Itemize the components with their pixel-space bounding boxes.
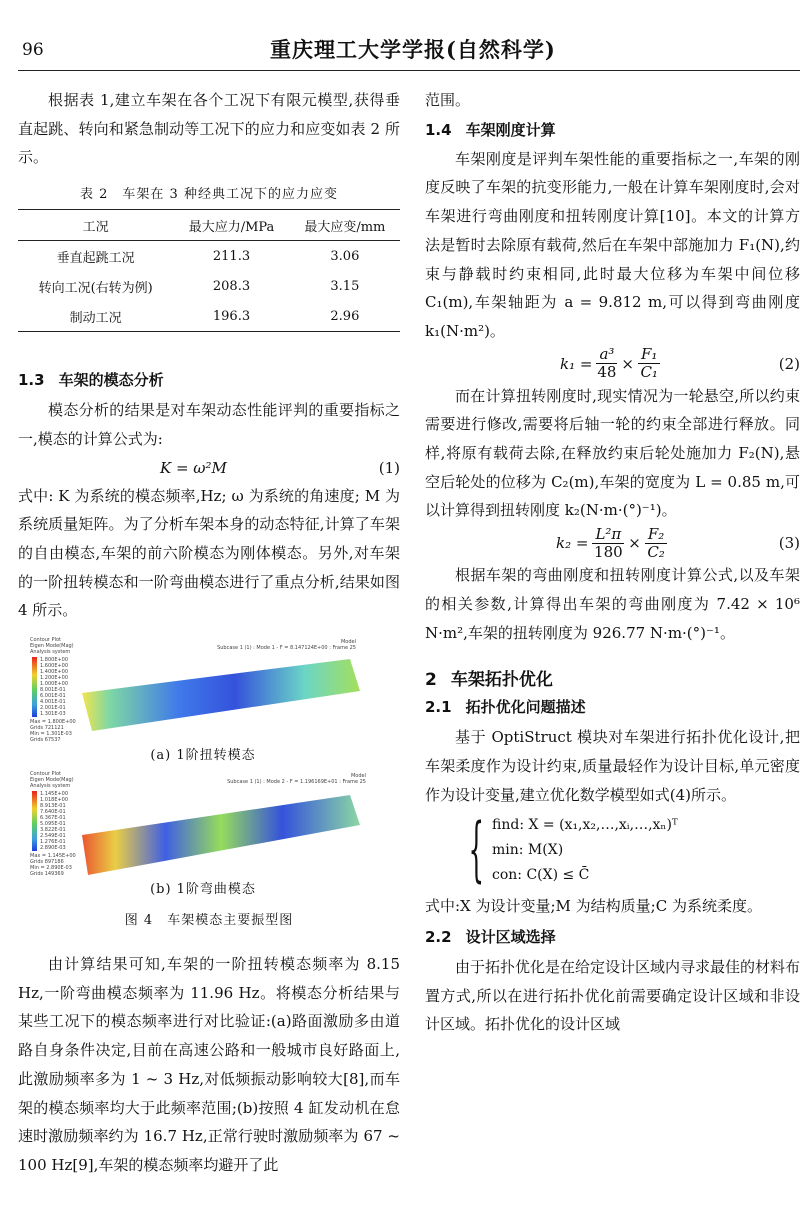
paragraph: 式中: K 为系统的模态频率,Hz; ω 为系统的角速度; M 为系统质量矩阵。为了分析车架本身的动态特征,计算了车架的自由模态,车架的前六阶模态为刚体模态。另外,对车架的一阶扭转模态和一阶弯曲模态进行了重点分析,结果如图 4 所示。	[18, 486, 400, 620]
paragraph: 由于拓扑优化是在给定设计区域内寻求最佳的材料布置方式,所以在进行拓扑优化前需要确定设计区域和非设计区域。拓扑优化的设计区域	[425, 958, 801, 1034]
stat: Grids 897186	[30, 859, 64, 866]
table-row	[18, 271, 400, 301]
fraction	[645, 526, 667, 561]
section-heading-2-2	[425, 927, 800, 947]
eq-line: find: X = (x₁,x₂,…,xᵢ,…,xₙ)ᵀ	[492, 817, 678, 834]
paragraph: 根据表 1,建立车架在各个工况下有限元模型,获得垂直起跳、转向和紧急制动等工况下的应力和应变如表 2 所示。	[18, 91, 400, 167]
table-cell: 3.06	[330, 248, 360, 264]
table-header: 最大应变/mm	[304, 219, 386, 235]
legend-line: Eigen Mode(Mag)	[30, 777, 74, 784]
stat: Min = 2.890E-03	[30, 865, 72, 872]
denominator: C₂	[647, 542, 665, 561]
table-header: 工况	[82, 219, 109, 235]
legend-colorbar	[32, 791, 37, 851]
equation-1: K = ω²M	[160, 458, 227, 477]
table-cell: 3.15	[330, 278, 360, 294]
legend-value: 1.145E+00	[40, 791, 69, 798]
equation-1-row	[18, 454, 400, 482]
equation-3-row	[425, 525, 800, 561]
section-heading-1-4	[425, 120, 800, 140]
subfigure-caption-a: (a) 1阶扭转模态	[150, 748, 256, 764]
times-sign: ×	[621, 354, 634, 373]
legend-value: 2.549E-01	[40, 833, 66, 840]
section-title: 车架拓扑优化	[450, 670, 553, 691]
legend-value: 3.822E-01	[40, 827, 66, 834]
brace: {	[468, 808, 485, 891]
legend-value: 1.600E+00	[40, 663, 69, 670]
frame-mode-a	[82, 659, 360, 731]
section-title: 车架刚度计算	[465, 120, 556, 139]
right-column	[425, 86, 800, 1039]
section-title: 拓扑优化问题描述	[465, 698, 586, 717]
section-title: 车架的模态分析	[58, 371, 164, 390]
figure-caption: 图 4 车架模态主要振型图	[124, 913, 294, 929]
eq-lhs: k₁ =	[560, 354, 593, 373]
section-heading-2	[425, 669, 800, 691]
paragraph: 式中:X 为设计变量;M 为结构质量;C 为系统柔度。	[425, 897, 762, 916]
paragraph: 根据车架的弯曲刚度和扭转刚度计算公式,以及车架的相关参数,计算得出车架的弯曲刚度为 7.42 × 10⁶ N·m²,车架的扭转刚度为 926.77 N·m·(°)⁻¹。	[425, 566, 800, 642]
numerator: a³	[596, 346, 617, 364]
model-label: Model	[340, 639, 356, 646]
numerator: F₁	[638, 346, 660, 364]
legend-value: 1.276E-01	[40, 839, 66, 846]
equation-number: (1)	[378, 458, 400, 477]
legend-value: 1.301E-03	[40, 711, 66, 718]
section-number: 1.3	[18, 371, 45, 390]
legend-value: 2.001E-01	[40, 705, 66, 712]
table-cell: 211.3	[212, 248, 251, 264]
legend-colorbar	[32, 657, 37, 717]
legend-stats	[30, 719, 76, 743]
legend-value: 1.200E+00	[40, 675, 69, 682]
numerator: L²π	[592, 526, 624, 544]
denominator: 180	[594, 542, 623, 561]
equation-2	[560, 346, 664, 381]
legend-value: 7.640E-01	[40, 809, 66, 816]
section-heading-1-3	[18, 370, 400, 390]
legend-value: 8.001E-01	[40, 687, 66, 694]
subcase-info	[227, 773, 366, 785]
legend-value: 1.018E+00	[40, 797, 69, 804]
frame-mode-b	[82, 795, 360, 875]
table-cell: 垂直起跳工况	[56, 250, 135, 266]
paragraph: 基于 OptiStruct 模块对车架进行拓扑优化设计,把车架柔度作为设计约束,质量最轻作为设计目标,单元密度作为设计变量,建立优化数学模型如式(4)所示。	[425, 728, 800, 804]
fraction	[596, 346, 617, 381]
equation-2-row	[425, 346, 800, 382]
equation-3	[556, 526, 671, 561]
table-cell: 制动工况	[69, 310, 122, 326]
paragraph: 范围。	[425, 91, 471, 109]
numerator: F₂	[645, 526, 667, 544]
section-number: 2.1	[425, 698, 452, 717]
stat: Grids 721121	[30, 725, 64, 732]
legend-value: 1.400E+00	[40, 669, 69, 676]
eq-lhs: k₂ =	[556, 534, 589, 553]
legend-value: 4.001E-01	[40, 699, 66, 706]
stat: Grids 67537	[30, 737, 61, 744]
stat: Grids 149369	[30, 871, 64, 878]
table-cell: 转向工况(右转为例)	[38, 280, 153, 296]
legend-title	[30, 771, 74, 789]
left-column	[18, 86, 400, 1180]
legend-title	[30, 637, 74, 655]
eq-line: min: M(X)	[492, 842, 564, 859]
legend-value: 8.913E-01	[40, 803, 66, 810]
equation-number: (2)	[778, 354, 800, 373]
legend-value: 1.800E+00	[40, 657, 69, 664]
paragraph: 模态分析的结果是对车架动态性能评判的重要指标之一,模态的计算公式为:	[18, 401, 400, 448]
section-heading-2-1	[425, 697, 800, 717]
subcase-label: Subcase 1 (1) : Mode 1 - F = 8.147124E+00 : Frame 25	[217, 645, 356, 652]
mode-shape-images	[30, 635, 376, 900]
legend-value: 5.095E-01	[40, 821, 66, 828]
legend-line: Contour Plot	[30, 771, 61, 778]
page-number: 96	[22, 40, 44, 60]
table-row	[18, 241, 400, 272]
table-caption: 表 2 车架在 3 种经典工况下的应力应变	[80, 187, 338, 203]
stat: Max = 1.145E+00	[30, 853, 76, 860]
equation-4	[468, 808, 800, 891]
legend-line: Eigen Mode(Mag)	[30, 643, 74, 650]
section-title: 设计区域选择	[465, 928, 556, 947]
table-cell: 196.3	[212, 308, 251, 324]
model-label: Model	[350, 773, 366, 780]
eq-line: con: C(X) ≤ C̄	[492, 867, 590, 884]
equation-number: (3)	[778, 534, 800, 553]
legend-values	[40, 657, 68, 717]
subcase-info	[217, 639, 356, 651]
subfigure-caption-b: (b) 1阶弯曲模态	[150, 882, 256, 898]
paragraph: 车架刚度是评判车架性能的重要指标之一,车架的刚度反映了车架的抗变形能力,一般在计算车架刚度时,会对车架进行弯曲刚度和扭转刚度计算[10]。本文的计算方法是暂时去除原有载荷,然后在车架中部施加力 F₁(N),约束与静载时约束相同,此时最大位移为车架中间位移 C₁(m),车架轴距为 a = 9.812 m,可以得到弯曲刚度 k₁(N·m²)。	[425, 149, 800, 340]
header-rule	[18, 70, 800, 71]
journal-title: 重庆理工大学学报(自然科学)	[270, 37, 556, 62]
legend-line: Analysis system	[30, 649, 71, 656]
paragraph: 而在计算扭转刚度时,现实情况为一轮悬空,所以约束需要进行修改,需要将后轴一轮的约束全部进行释放。同样,将原有载荷去除,在释放约束后轮处施加力 F₂(N),悬空后轮处的位移为 C₂(m),车架的宽度为 L = 0.85 m,可以计算得到扭转刚度 k₂(N·m·(°)⁻¹)。	[425, 386, 800, 520]
legend-value: 2.890E-03	[40, 845, 66, 852]
section-number: 1.4	[425, 120, 452, 139]
legend-value: 6.001E-01	[40, 693, 66, 700]
legend-line: Analysis system	[30, 783, 71, 790]
table-cell: 2.96	[330, 308, 360, 324]
stress-strain-table	[18, 209, 400, 332]
stat: Min = 1.301E-03	[30, 731, 72, 738]
stat: Max = 1.800E+00	[30, 719, 76, 726]
table-cell: 208.3	[212, 278, 251, 294]
subcase-label: Subcase 1 (1) : Mode 2 - F = 1.196169E+01 : Frame 25	[227, 779, 366, 786]
table-header: 最大应力/MPa	[188, 219, 275, 235]
fraction	[638, 346, 660, 381]
denominator: C₁	[640, 363, 658, 382]
legend-values	[40, 791, 68, 851]
section-number: 2.2	[425, 928, 452, 947]
fraction	[592, 526, 624, 561]
denominator: 48	[597, 363, 617, 382]
legend-value: 6.367E-01	[40, 815, 66, 822]
times-sign: ×	[628, 534, 641, 553]
legend-stats	[30, 853, 76, 877]
figure-4	[30, 635, 376, 900]
legend-line: Contour Plot	[30, 637, 61, 644]
section-number: 2	[425, 670, 437, 691]
legend-value: 1.000E+00	[40, 681, 69, 688]
table-row	[18, 301, 400, 332]
paragraph: 由计算结果可知,车架的一阶扭转模态频率为 8.15 Hz,一阶弯曲模态频率为 11.96 Hz。将模态分析结果与某些工况下的模态频率进行对比验证:(a)路面激励多由道路自身条件决定,目前在高速公路和一般城市良好路面上,此激励频率多为 1 ~ 3 Hz,对低频振动影响较大[8],而车架的模态频率均大于此频率范围;(b)按照 4 缸发动机在怠速时激励频率约为 16.7 Hz,正常行驶时激励频率为 67 ~ 100 Hz[9],车架的模态频率均避开了此	[18, 955, 400, 1174]
